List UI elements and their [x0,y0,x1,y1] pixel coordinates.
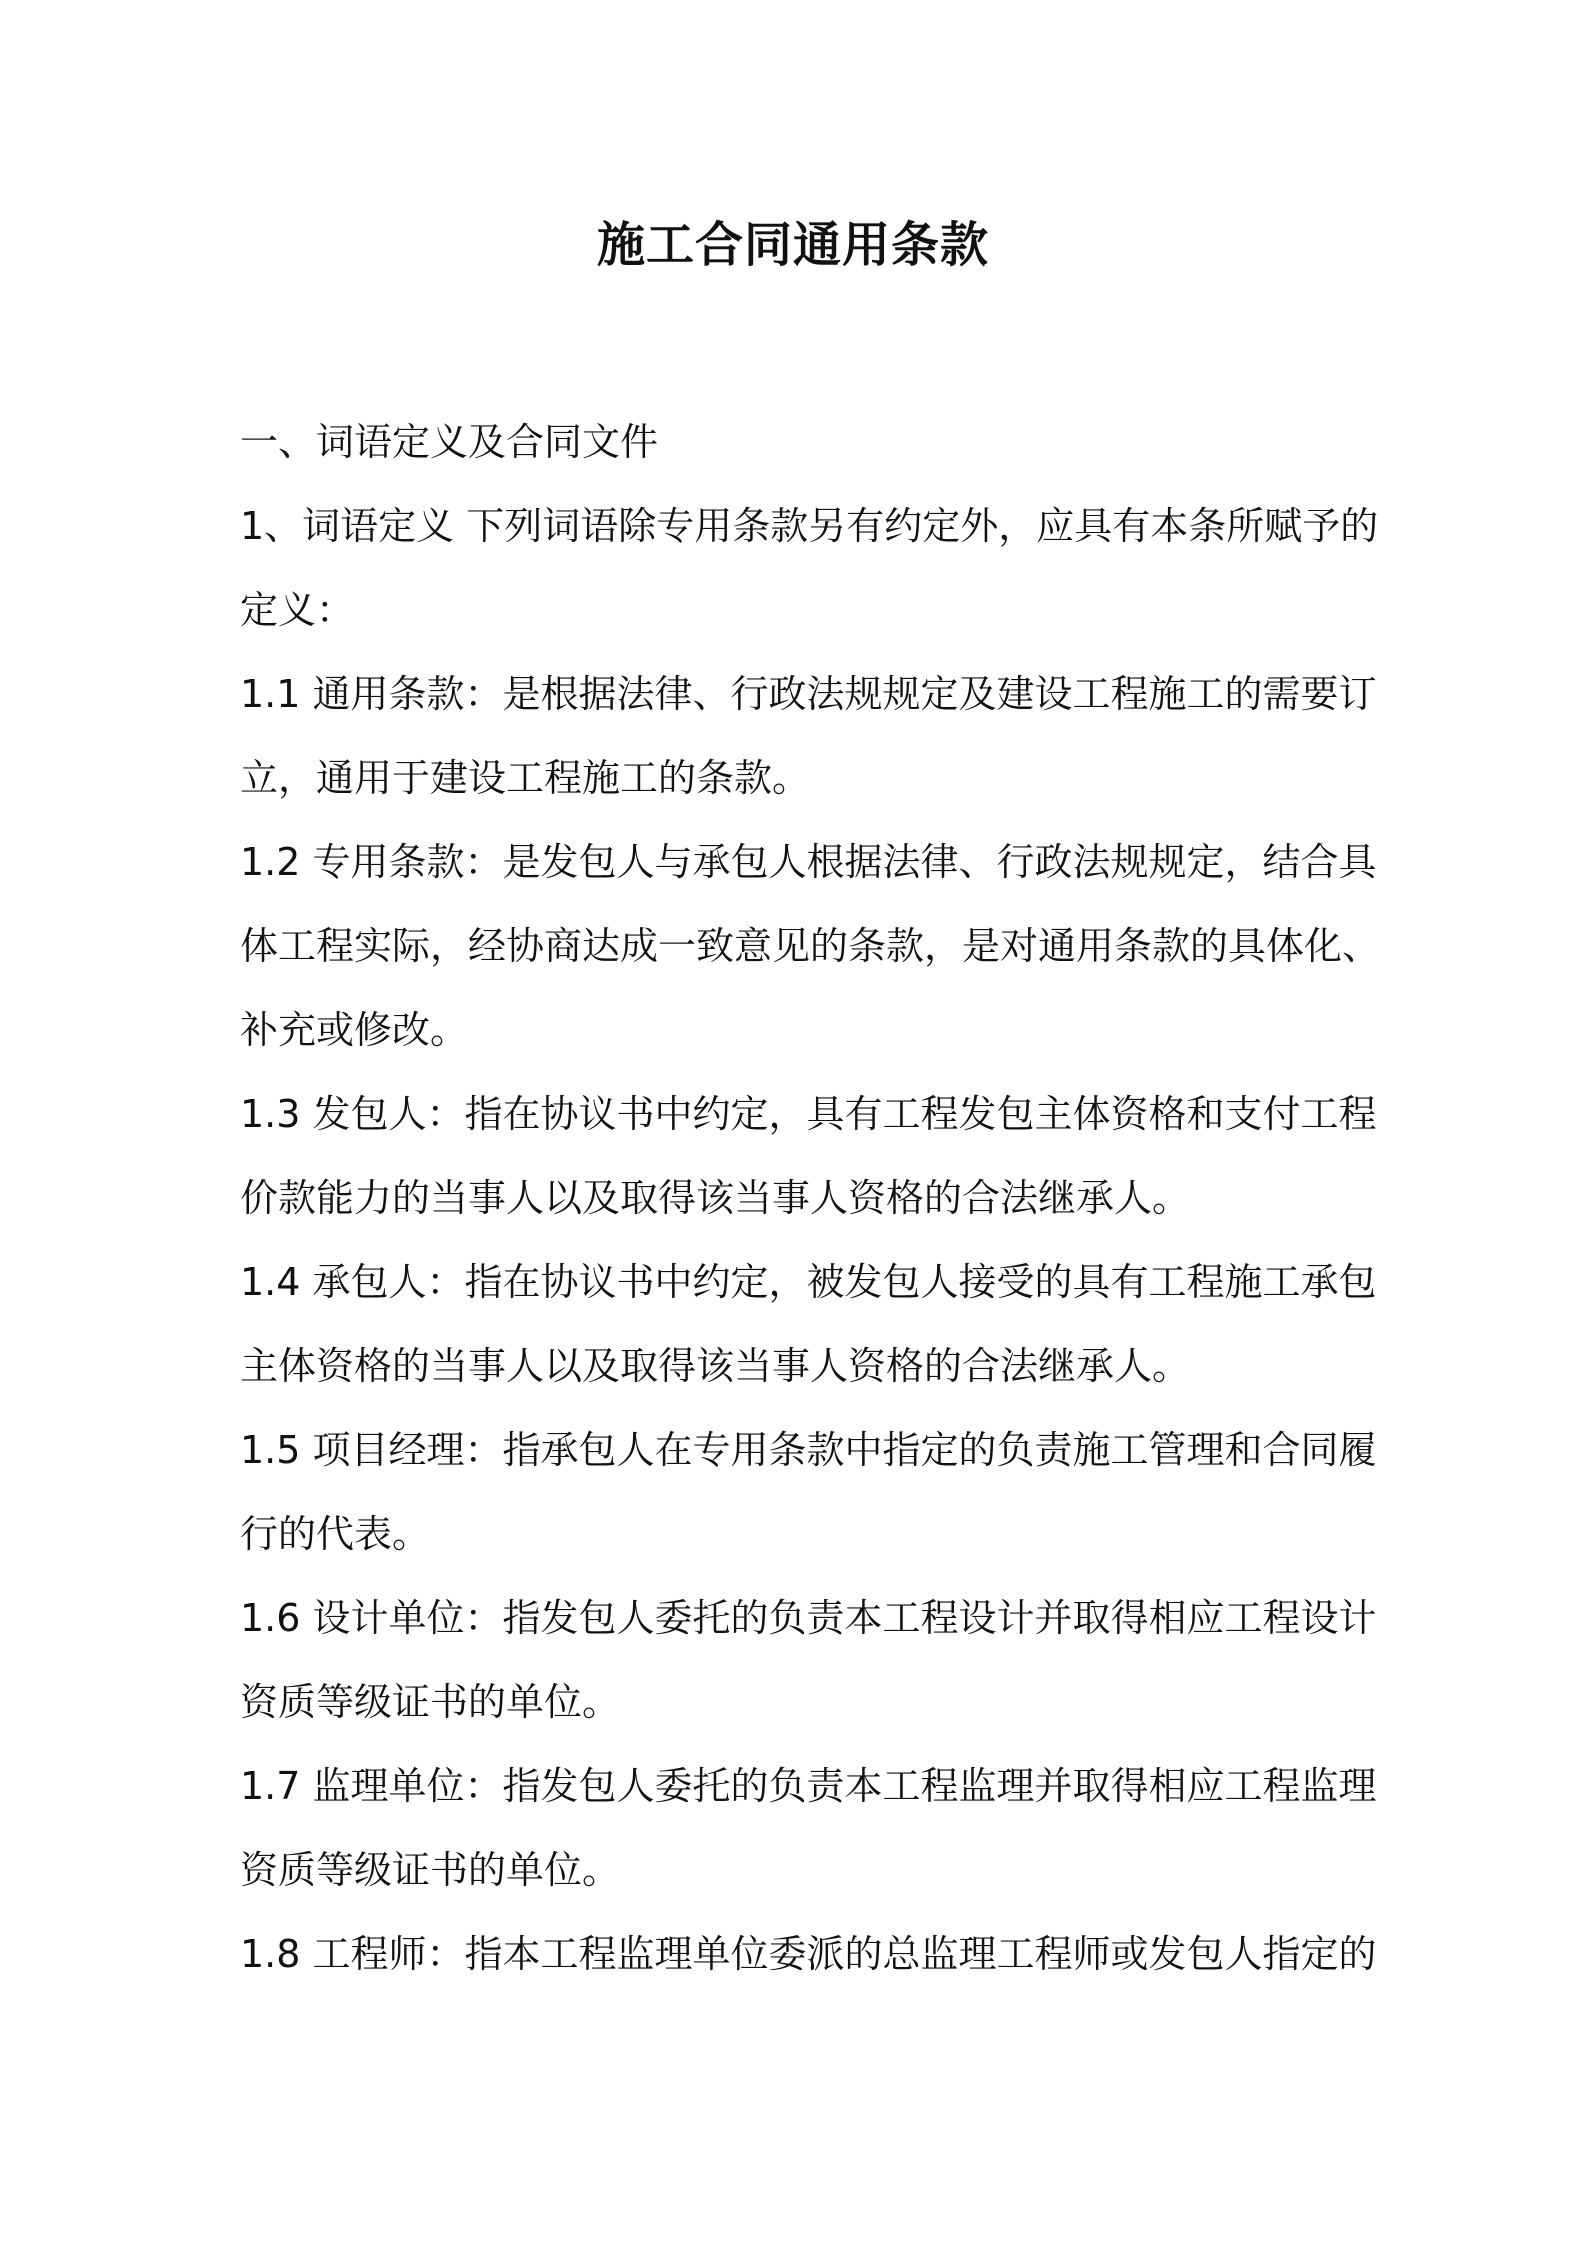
paragraph-line: 1.1 通用条款：是根据法律、行政法规规定及建设工程施工的需要订 [240,672,1377,716]
paragraph-line: 定义： [240,588,355,632]
paragraph-line: 体工程实际，经协商达成一致意见的条款，是对通用条款的具体化、 [240,924,1381,968]
paragraph-line: 资质等级证书的单位。 [240,1680,621,1724]
paragraph-line: 补充或修改。 [240,1008,469,1052]
paragraph-line: 1.3 发包人：指在协议书中约定，具有工程发包主体资格和支付工程 [240,1092,1377,1136]
paragraph-line: 1.7 监理单位：指发包人委托的负责本工程监理并取得相应工程监理 [240,1764,1377,1808]
paragraph-line: 资质等级证书的单位。 [240,1848,621,1892]
paragraph-line: 价款能力的当事人以及取得该当事人资格的合法继承人。 [240,1176,1191,1220]
document-title: 施工合同通用条款 [596,217,989,273]
paragraph-line: 行的代表。 [240,1512,431,1556]
paragraph-line: 1.2 专用条款：是发包人与承包人根据法律、行政法规规定，结合具 [240,840,1377,884]
paragraph-line: 1.5 项目经理：指承包人在专用条款中指定的负责施工管理和合同履 [240,1428,1377,1472]
paragraph-line: 1.8 工程师：指本工程监理单位委派的总监理工程师或发包人指定的 [240,1932,1377,1976]
paragraph-line: 主体资格的当事人以及取得该当事人资格的合法继承人。 [240,1344,1191,1388]
section-heading: 一、词语定义及合同文件 [240,420,659,464]
document-body [240,400,1381,1996]
paragraph-line: 立，通用于建设工程施工的条款。 [240,756,811,800]
paragraph-line: 1.6 设计单位：指发包人委托的负责本工程设计并取得相应工程设计 [240,1596,1377,1640]
paragraph-line: 1、词语定义 下列词语除专用条款另有约定外，应具有本条所赋予的 [240,504,1379,548]
paragraph-line: 1.4 承包人：指在协议书中约定，被发包人接受的具有工程施工承包 [240,1260,1377,1304]
